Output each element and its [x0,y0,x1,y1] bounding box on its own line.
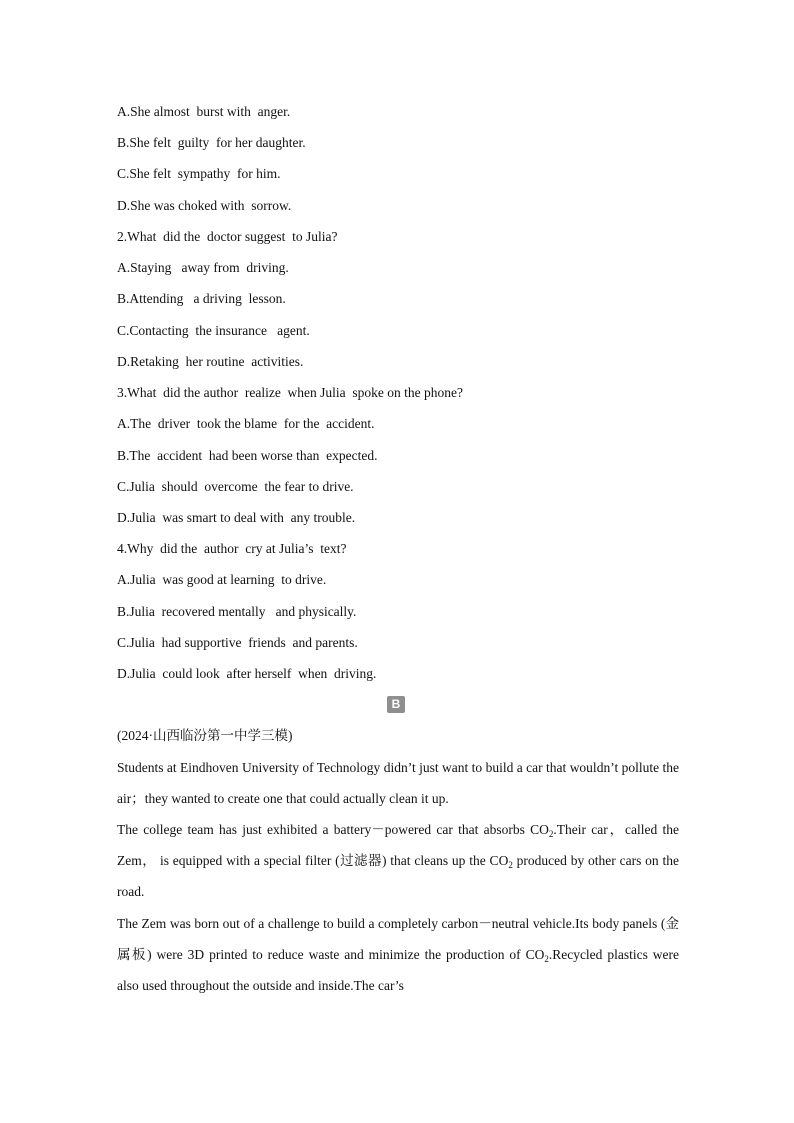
q4-option-b: B.Julia recovered mentally and physically. [117,604,357,619]
q1-option-b: B.She felt guilty for her daughter. [117,135,306,150]
section-b-source: (2024·山西临汾第一中学三模) [117,728,293,743]
p3-text-a: The Zem was born out of a challenge to build a completely carbon－neutral vehicle.Its body panels (金属板) were 3D printed to reduce waste and minimize the production of CO [117,916,679,963]
p3-text-b: .Recycled plastics were also used throughout the outside and inside.The car’s [117,947,679,994]
q3-question: 3.What did the author realize when Julia spoke on the phone? [117,385,464,400]
p3-subscript: 2 [544,954,549,965]
q3-option-a: A.The driver took the blame for the accident. [117,416,375,431]
p2-subscript-1: 2 [548,829,554,839]
q2-option-d: D.Retaking her routine activities. [117,354,304,369]
q3-option-b: B.The accident had been worse than expected. [117,448,378,463]
q1-option-d: D.She was choked with sorrow. [117,198,292,213]
q3-option-d: D.Julia was smart to deal with any trouble. [117,510,356,525]
q4-option-d: D.Julia could look after herself when driving. [117,666,377,681]
q4-option-c: C.Julia had supportive friends and parents. [117,635,358,650]
p2-text-c: produced by other cars on the road. [117,853,679,900]
q3-option-c: C.Julia should overcome the fear to drive. [117,479,354,494]
q1-option-a: A.She almost burst with anger. [117,104,291,119]
passage-paragraph-1: Students at Eindhoven University of Technology didn’t just want to build a car that wouldn’t pollute the air；they wanted to create one that could actually clean it up. [117,760,679,807]
q4-option-a: A.Julia was good at learning to drive. [117,572,327,587]
passage-paragraph-3 [117,908,679,1002]
q1-option-c: C.She felt sympathy for him. [117,166,281,181]
section-b-badge: B [387,696,405,713]
q2-option-b: B.Attending a driving lesson. [117,291,286,306]
q4-question: 4.Why did the author cry at Julia’s text? [117,541,347,556]
p2-subscript-2: 2 [508,860,513,871]
q2-question: 2.What did the doctor suggest to Julia? [117,229,338,244]
p2-text-b: .Their car，called the Zem， is equipped with a special filter (过滤器) that cleans up the CO [117,822,679,869]
p2-text-a: The college team has just exhibited a battery－powered car that absorbs CO [117,822,549,837]
passage-paragraph-2 [117,814,679,908]
q2-option-c: C.Contacting the insurance agent. [117,323,310,338]
q2-option-a: A.Staying away from driving. [117,260,289,275]
